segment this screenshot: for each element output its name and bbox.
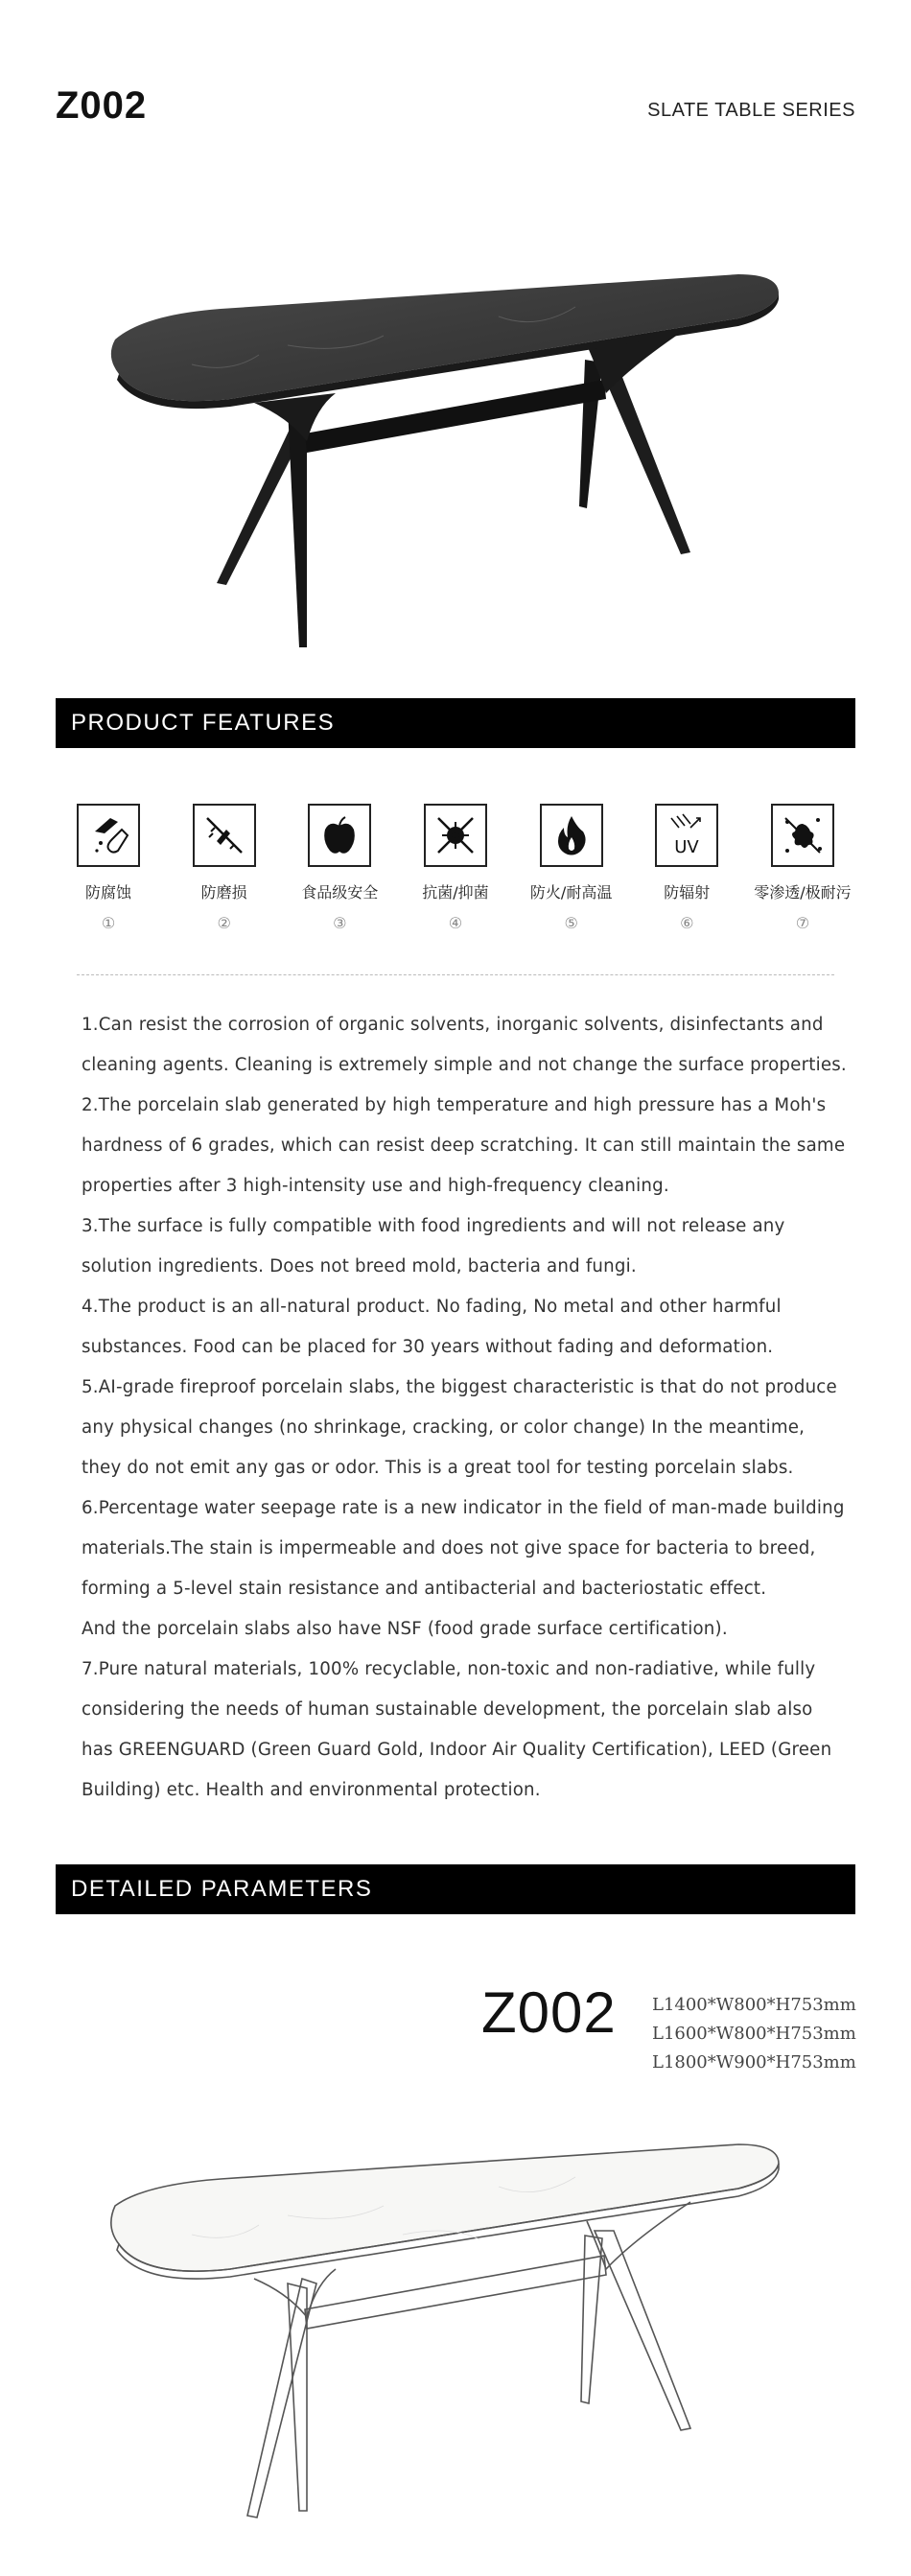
feature-number: ⑤ — [564, 914, 578, 932]
feature-number: ③ — [333, 914, 347, 932]
feature-item — [403, 804, 508, 948]
feature-item — [56, 804, 161, 948]
dimension-item: L1600*W800*H753mm — [652, 2024, 856, 2044]
divider — [77, 974, 834, 975]
params-model: Z002 — [481, 1980, 617, 2045]
feature-item — [172, 804, 277, 948]
feature-item — [519, 804, 624, 948]
dimensions-list — [652, 1991, 856, 2077]
feature-number: ① — [101, 914, 116, 932]
apple-icon — [308, 804, 371, 867]
feature-descriptions — [82, 1005, 849, 1811]
feature-number: ② — [217, 914, 231, 932]
stain-icon — [771, 804, 834, 867]
model-title: Z002 — [56, 84, 148, 127]
feature-label: 抗菌/抑菌 — [422, 883, 489, 902]
feature-number: ④ — [448, 914, 463, 932]
table-photo — [0, 211, 911, 671]
feature-number: ⑦ — [795, 914, 810, 932]
description-paragraph: 6.Percentage water seepage rate is a new indicator in the field of man-made building materials.The stain is impermeable and does not give space for bacteria to breed, forming a 5-level stain resistance and antibacterial and bacteriostatic effect. — [82, 1498, 845, 1599]
feature-label: 零渗透/极耐污 — [754, 883, 852, 902]
feature-label: 防腐蚀 — [84, 883, 131, 902]
description-paragraph: 5.AI-grade fireproof porcelain slabs, the biggest characteristic is that do not produce any physical changes (no shrinkage, cracking, or color change) In the meantime, they do not emit any gas or odor. This is a great tool for testing porcelain slabs. — [82, 1377, 837, 1478]
series-title: SLATE TABLE SERIES — [647, 100, 855, 121]
fire-icon — [540, 804, 603, 867]
feature-label: 防火/耐高温 — [529, 883, 613, 902]
description-paragraph: 2.The porcelain slab generated by high temperature and high pressure has a Moh's hardness of 6 grades, which can resist deep scratching. It can still maintain the same properties after 3 high-intensity use and high-frequency cleaning. — [82, 1095, 846, 1196]
description-paragraph: 1.Can resist the corrosion of organic solvents, inorganic solvents, disinfectants and cleaning agents. Cleaning is extremely simple and not change the surface properties. — [82, 1015, 847, 1075]
description-paragraph: And the porcelain slabs also have NSF (food grade surface certification). — [82, 1619, 728, 1639]
feature-item — [287, 804, 392, 948]
feature-number: ⑥ — [680, 914, 694, 932]
uv-icon — [655, 804, 718, 867]
feature-item — [750, 804, 855, 948]
features-row — [56, 804, 855, 948]
feature-label: 食品级安全 — [301, 883, 379, 902]
description-paragraph: 7.Pure natural materials, 100% recyclable, non-toxic and non-radiative, while fully considering the needs of human sustainable development, the porcelain slab also has GREENGUARD (Green Guard Gold, Indoor Air Quality Certification), LEED (Green Building) etc. Health and environmental protection. — [82, 1659, 832, 1800]
feature-item — [634, 804, 739, 948]
antibacterial-icon — [424, 804, 487, 867]
wear-icon — [193, 804, 256, 867]
feature-label: 防辐射 — [664, 883, 711, 902]
svg-text:UV: UV — [674, 837, 700, 857]
feature-label: 防磨损 — [200, 883, 247, 902]
table-drawing — [0, 2110, 911, 2570]
dimension-item: L1800*W900*H753mm — [652, 2052, 856, 2073]
description-paragraph: 4.The product is an all-natural product. No fading, No metal and other harmful substances. Food can be placed for 30 years without fading and deformation. — [82, 1297, 782, 1357]
product-features-heading: PRODUCT FEATURES — [56, 698, 855, 748]
dimension-item: L1400*W800*H753mm — [652, 1995, 856, 2015]
corrosion-icon — [77, 804, 140, 867]
detailed-parameters-heading: DETAILED PARAMETERS — [56, 1864, 855, 1914]
description-paragraph: 3.The surface is fully compatible with food ingredients and will not release any solution ingredients. Does not breed mold, bacteria and fungi. — [82, 1216, 785, 1276]
